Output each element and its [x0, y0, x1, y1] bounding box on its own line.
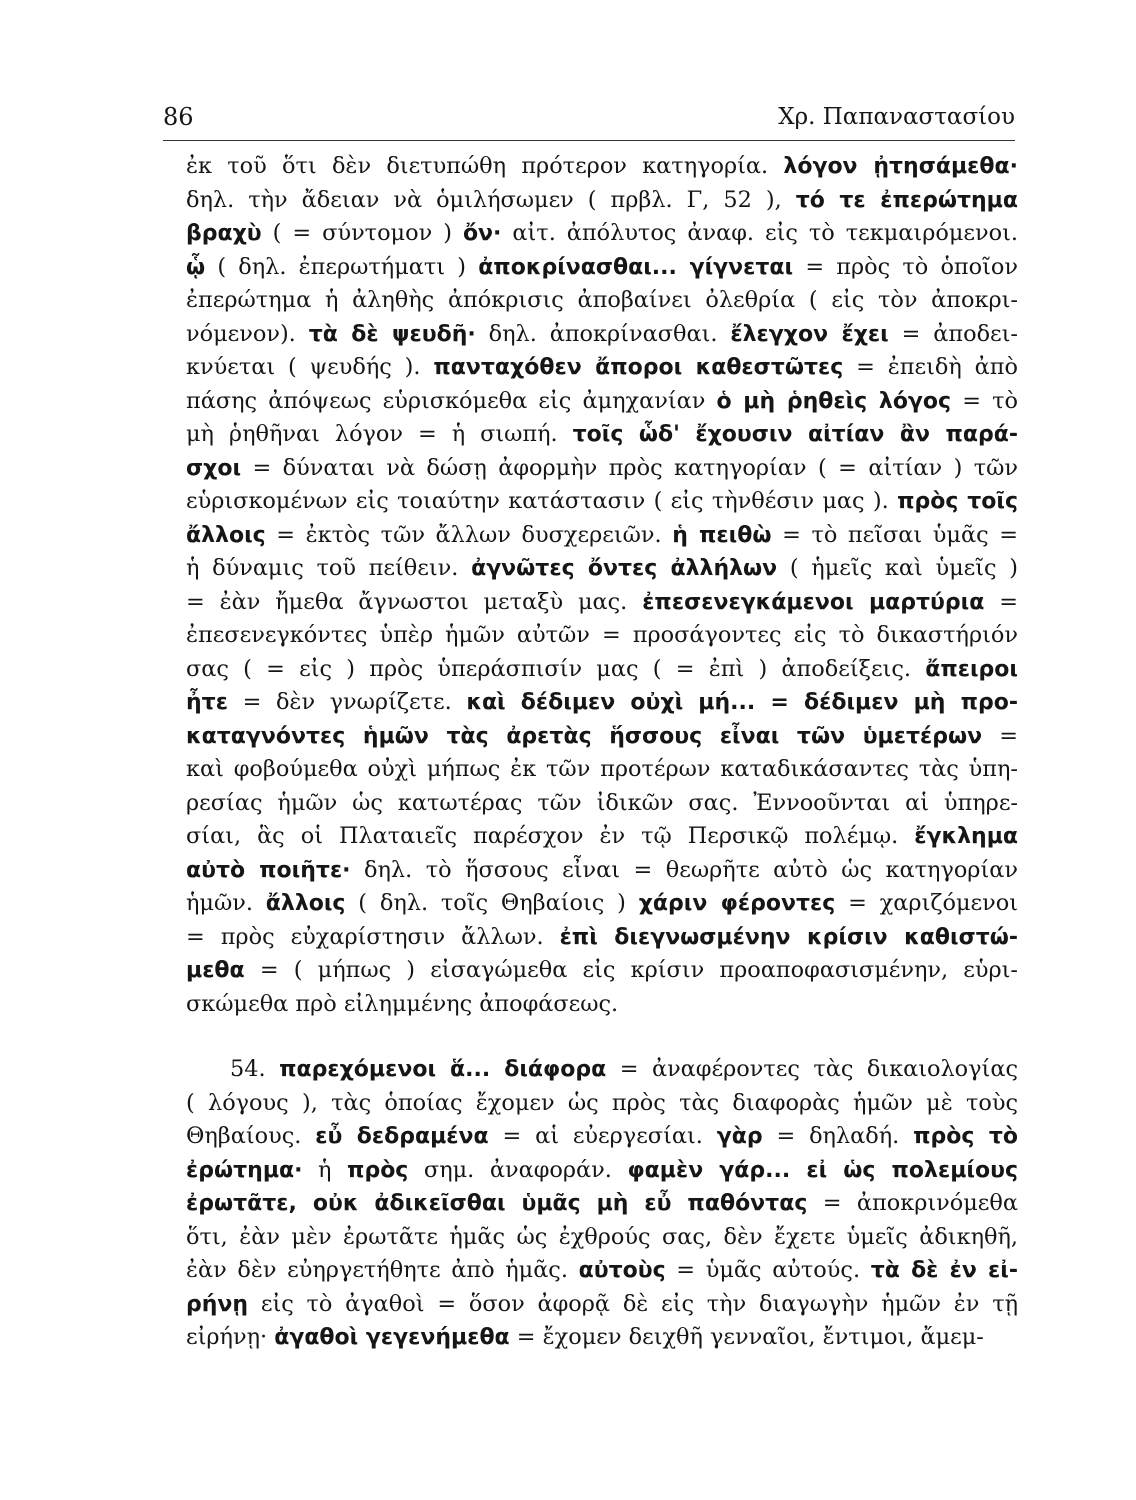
lemma-bold: φαμὲν γάρ... εἰ ὡς πολεμίους [627, 1157, 1018, 1183]
lemma-bold: ἦτε [186, 690, 228, 715]
text-line [186, 251, 1018, 285]
gloss-text: εἰρήνῃ· [186, 1324, 275, 1350]
gloss-text: ἐκ τοῦ ὅτι δὲν διετυπώθη πρότερον κατηγορία. [186, 153, 784, 179]
gloss-text: = ἔχομεν δειχθῆ γενναῖοι, ἔντιμοι, ἄμεμ- [509, 1324, 984, 1350]
lemma-bold: ἔλεγχον ἔχει [730, 321, 889, 347]
lemma-bold: σχοι [186, 455, 242, 481]
lemma-bold: παρεχόμενοι ἅ... διάφορα [279, 1057, 607, 1082]
running-head-author: Χρ. Παπαναστασίου [778, 104, 1015, 130]
lemma-bold: αὐτὸ ποιῆτε· [186, 857, 351, 883]
text-line [186, 1221, 1018, 1255]
text-line [186, 385, 1018, 419]
text-line [186, 586, 1018, 620]
gloss-text: δηλ. ἀποκρίνασθαι. [475, 320, 731, 347]
lemma-bold: ὁ μὴ ῥηθεὶς λόγος [716, 388, 952, 414]
lemma-bold: πρὸς τὸ [913, 1124, 1018, 1149]
text-line [230, 1053, 1018, 1087]
text-line [186, 1154, 1018, 1188]
gloss-text: νόμενον). [186, 320, 309, 347]
lemma-bold: ἡ πειθὼ [672, 522, 772, 548]
gloss-text: κνύεται ( ψευδής ). [186, 354, 434, 380]
gloss-text: ( λόγους ), τὰς ὁποίας ἔχομεν ὡς πρὸς τὰς διαφορὰς ἡμῶν μὲ τοὺς [186, 1089, 1018, 1116]
gloss-text: μὴ ῥηθῆναι λόγον = ἡ σιωπή. [186, 421, 573, 447]
gloss-text: = τὸ πεῖσαι ὑμᾶς = [771, 521, 1018, 548]
gloss-text: = [982, 722, 1018, 749]
text-line [186, 787, 1018, 821]
text-line [186, 1187, 1018, 1221]
text-line [186, 1254, 1018, 1288]
gloss-text: ( ἡμεῖς καὶ ὑμεῖς ) [777, 555, 1018, 581]
lemma-bold: ἐρωτᾶτε, οὐκ ἀδικεῖσθαι ὑμᾶς μὴ εὖ παθόντας [186, 1191, 808, 1216]
lemma-bold: ἄπειροι [925, 656, 1018, 682]
gloss-text: = ἀποκρινόμεθα [807, 1190, 1018, 1216]
page-number: 86 [163, 103, 194, 131]
gloss-text: ἡ δύναμις τοῦ πείθειν. [186, 555, 472, 581]
commentary-body [186, 150, 1018, 1355]
lemma-bold: χάριν φέροντες [638, 891, 836, 916]
gloss-text: ἡμῶν. [186, 890, 266, 916]
gloss-text: ἡ [302, 1156, 348, 1183]
gloss-text: = δύναται νὰ δώσῃ ἀφορμὴν πρὸς κατηγορίαν ( = αἰτίαν ) τῶν [241, 454, 1018, 481]
text-line [186, 988, 1018, 1022]
lemma-bold: ἐρώτημα· [186, 1157, 303, 1183]
text-line [186, 887, 1018, 921]
gloss-text: ( δηλ. τοῖς Θηβαίοις ) [345, 890, 639, 916]
text-line [186, 753, 1018, 787]
lemma-bold: ἐπὶ διεγνωσμένην κρίσιν καθιστώ- [559, 924, 1018, 950]
lemma-bold: αὐτοὺς [578, 1258, 666, 1283]
gloss-text: = αἱ εὐεργεσίαι. [488, 1123, 717, 1149]
lemma-bold: τὰ δὲ ἐν εἰ- [870, 1258, 1018, 1283]
lemma-bold: ἀγαθοὶ γεγενήμεθα [274, 1325, 510, 1350]
lemma-bold: ὄν· [462, 221, 502, 246]
text-line [186, 318, 1018, 352]
text-line [186, 1087, 1018, 1121]
text-line [186, 351, 1018, 385]
gloss-text: = πρὸς τὸ ὁποῖον [793, 253, 1018, 280]
lemma-bold: ᾧ [186, 254, 206, 280]
gloss-text: = πρὸς εὐχαρίστησιν ἄλλων. [186, 923, 560, 950]
text-line [186, 653, 1018, 687]
text-line [186, 686, 1018, 720]
text-line [186, 1288, 1018, 1322]
text-line [186, 1321, 1018, 1355]
lemma-bold: καὶ δέδιμεν οὐχὶ μή... = δέδιμεν μὴ προ- [466, 690, 1018, 715]
lemma-bold: ἐπεσενεγκάμενοι μαρτύρια [642, 589, 985, 615]
text-line [186, 854, 1018, 888]
text-line [186, 1120, 1018, 1154]
gloss-text: = ὑμᾶς αὐτούς. [665, 1257, 871, 1283]
lemma-bold: λόγον ᾐτησάμεθα· [783, 154, 1018, 179]
lemma-bold: ἔγκλημα [914, 824, 1018, 849]
text-line [186, 720, 1018, 754]
text-line [186, 519, 1018, 553]
lemma-bold: πανταχόθεν ἄποροι καθεστῶτες [433, 355, 844, 380]
gloss-text: δηλ. τὴν ἄδειαν νὰ ὁμιλήσωμεν ( πρβλ. Γ, 52 ), [186, 186, 796, 213]
text-line [186, 921, 1018, 955]
paragraph-p2 [186, 1053, 1018, 1355]
lemma-bold: βραχὺ [186, 221, 262, 246]
text-line [186, 954, 1018, 988]
text-line [186, 452, 1018, 486]
gloss-text: σημ. ἀναφοράν. [408, 1156, 628, 1183]
gloss-text: πάσης ἀπόψεως εὑρισκόμεθα εἰς ἀμηχανίαν [186, 387, 717, 414]
text-line [186, 217, 1018, 251]
text-line [186, 418, 1018, 452]
gloss-text: σκώμεθα πρὸ εἰλημμένης ἀποφάσεως. [186, 990, 619, 1017]
gloss-text: = ἐὰν ἤμεθα ἄγνωστοι μεταξὺ μας. [186, 588, 643, 615]
lemma-bold: καταγνόντες ἡμῶν τὰς ἀρετὰς ἥσσους εἶναι τῶν ὑμετέρων [186, 723, 983, 749]
gloss-text: ρεσίας ἡμῶν ὡς κατωτέρας τῶν ἰδικῶν σας. Ἐννοοῦνται αἱ ὑπηρε- [186, 789, 1018, 816]
gloss-text: = ( μήπως ) εἰσαγώμεθα εἰς κρίσιν προαποφασισμένην, εὑρι- [244, 957, 1018, 983]
text-line [186, 552, 1018, 586]
gloss-text: ἐὰν δὲν εὐηργετήθητε ἀπὸ ἡμᾶς. [186, 1257, 579, 1283]
gloss-text: ( = σύντομον ) [261, 220, 463, 246]
gloss-text: = [984, 588, 1018, 615]
lemma-bold: ἀγνῶτες ὄντες ἀλλήλων [471, 556, 778, 581]
lemma-bold: μεθα [186, 958, 245, 983]
gloss-text: = ἐπειδὴ ἀπὸ [843, 354, 1018, 380]
gloss-text: = δὲν γνωρίζετε. [227, 689, 467, 715]
gloss-text: ἐπερώτημα ἡ ἀληθὴς ἀπόκρισις ἀποβαίνει ὀλεθρία ( εἰς τὸν ἀποκρι- [186, 287, 1018, 313]
gloss-text: δηλ. τὸ ἥσσους εἶναι = θεωρῆτε αὐτὸ ὡς κατηγορίαν [350, 856, 1018, 883]
gloss-text: = ἀποδει- [888, 320, 1018, 347]
lemma-bold: ἄλλοις [186, 522, 266, 548]
lemma-bold: ἀποκρίνασθαι... γίγνεται [478, 254, 794, 280]
lemma-bold: γὰρ [716, 1124, 763, 1149]
gloss-text: 54. [230, 1056, 280, 1082]
gloss-text: καὶ φοβούμεθα οὐχὶ μήπως ἐκ τῶν προτέρων καταδικάσαντες τὰς ὑπη- [186, 756, 1018, 782]
gloss-text: = χαριζόμενοι [835, 890, 1018, 916]
gloss-text: Θηβαίους. [186, 1123, 316, 1149]
lemma-bold: πρὸς [347, 1157, 409, 1183]
gloss-text: = ἐκτὸς τῶν ἄλλων δυσχερειῶν. [265, 521, 673, 548]
lemma-bold: πρὸς τοῖς [897, 489, 1018, 514]
lemma-bold: ρήνῃ [186, 1291, 249, 1317]
lemma-bold: ἄλλοις [265, 891, 346, 916]
gloss-text: = ἀναφέροντες τὰς δικαιολογίας [606, 1056, 1018, 1082]
lemma-bold: εὖ δεδραμένα [315, 1124, 489, 1149]
lemma-bold: τὰ δὲ ψευδῆ· [308, 321, 476, 347]
text-line [186, 485, 1018, 519]
gloss-text: ἐπεσενεγκόντες ὑπὲρ ἡμῶν αὐτῶν = προσάγοντες εἰς τὸ δικαστήριόν [186, 622, 1018, 648]
gloss-text: ( δηλ. ἐπερωτήματι ) [205, 253, 479, 280]
paragraph-gap [186, 1021, 1018, 1053]
gloss-text: εἰς τὸ ἀγαθοὶ = ὅσον ἀφορᾷ δὲ εἰς τὴν διαγωγὴν ἡμῶν ἐν τῇ [248, 1290, 1018, 1317]
gloss-text: εὑρισκομένων εἰς τοιαύτην κατάστασιν ( εἰς τὴνθέσιν μας ). [186, 488, 898, 514]
gloss-text: σας ( = εἰς ) πρὸς ὑπεράσπισίν μας ( = ἐπὶ ) ἀποδείξεις. [186, 655, 926, 682]
gloss-text: ὅτι, ἐὰν μὲν ἐρωτᾶτε ἡμᾶς ὡς ἐχθρούς σας, δὲν ἔχετε ὑμεῖς ἀδικηθῆ, [186, 1223, 1018, 1250]
text-line [186, 820, 1018, 854]
paragraph-p1 [186, 150, 1018, 1021]
gloss-text: = τὸ [951, 387, 1018, 414]
gloss-text: = δηλαδή. [762, 1123, 914, 1149]
text-line [186, 284, 1018, 318]
lemma-bold: τοῖς ὧδ' ἔχουσιν αἰτίαν ἂν παρά- [572, 422, 1018, 447]
gloss-text: σίαι, ἃς οἱ Πλαταιεῖς παρέσχον ἐν τῷ Περσικῷ πολέμῳ. [186, 823, 915, 849]
page-header [163, 100, 1015, 141]
gloss-text: αἰτ. ἀπόλυτος ἀναφ. εἰς τὸ τεκμαιρόμενοι. [501, 220, 1018, 246]
text-line [186, 184, 1018, 218]
lemma-bold: τό τε ἐπερώτημα [795, 187, 1018, 213]
text-line [186, 619, 1018, 653]
text-line [186, 150, 1018, 184]
